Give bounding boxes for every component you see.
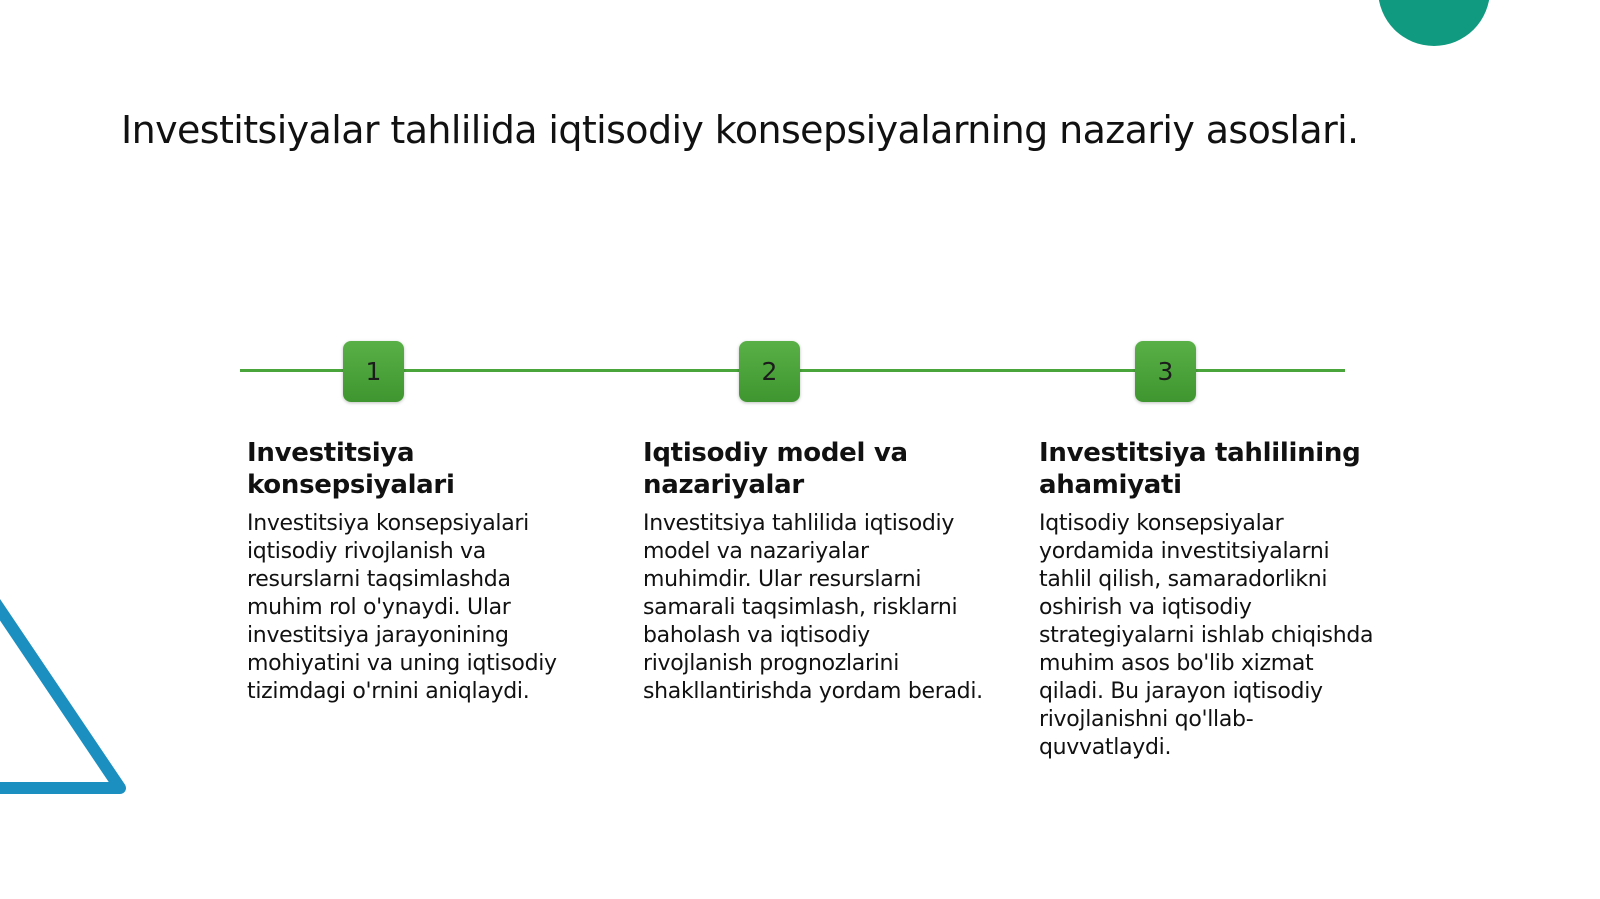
step-badge-2: 2 <box>739 341 800 402</box>
step-column-1 <box>247 437 587 706</box>
decorative-circle <box>1378 0 1490 46</box>
step-heading: Investitsiya konsepsiyalari <box>247 438 455 500</box>
step-heading: Iqtisodiy model va nazariyalar <box>643 438 908 500</box>
step-description: Iqtisodiy konsepsiyalar yordamida investitsiyalarni tahlil qilish, samaradorlikni oshirish va iqtisodiy strategiyalarni ishlab chiqishda muhim asos bo'lib xizmat qiladi. Bu jarayon iqtisodiy rivojlanishni qo'llab-quvvatlaydi. <box>1039 511 1374 760</box>
step-heading: Investitsiya tahlilining ahamiyati <box>1039 438 1361 500</box>
step-description: Investitsiya tahlilida iqtisodiy model va nazariyalar muhimdir. Ular resurslarni samarali taqsimlash, risklarni baholash va iqtisodiy rivojlanish prognozlarini shakllantirishda yordam beradi. <box>643 511 983 704</box>
step-badge-3: 3 <box>1135 341 1196 402</box>
step-column-3 <box>1039 437 1379 762</box>
step-description: Investitsiya konsepsiyalari iqtisodiy rivojlanish va resurslarni taqsimlashda muhim rol o'ynaydi. Ular investitsiya jarayonining mohiyatini va uning iqtisodiy tizimdagi o'rnini aniqlaydi. <box>247 511 557 704</box>
decorative-triangle <box>0 570 140 820</box>
page-title: Investitsiyalar tahlilida iqtisodiy konsepsiyalarning nazariy asoslari. <box>121 108 1359 152</box>
step-column-2 <box>643 437 983 706</box>
step-badge-1: 1 <box>343 341 404 402</box>
